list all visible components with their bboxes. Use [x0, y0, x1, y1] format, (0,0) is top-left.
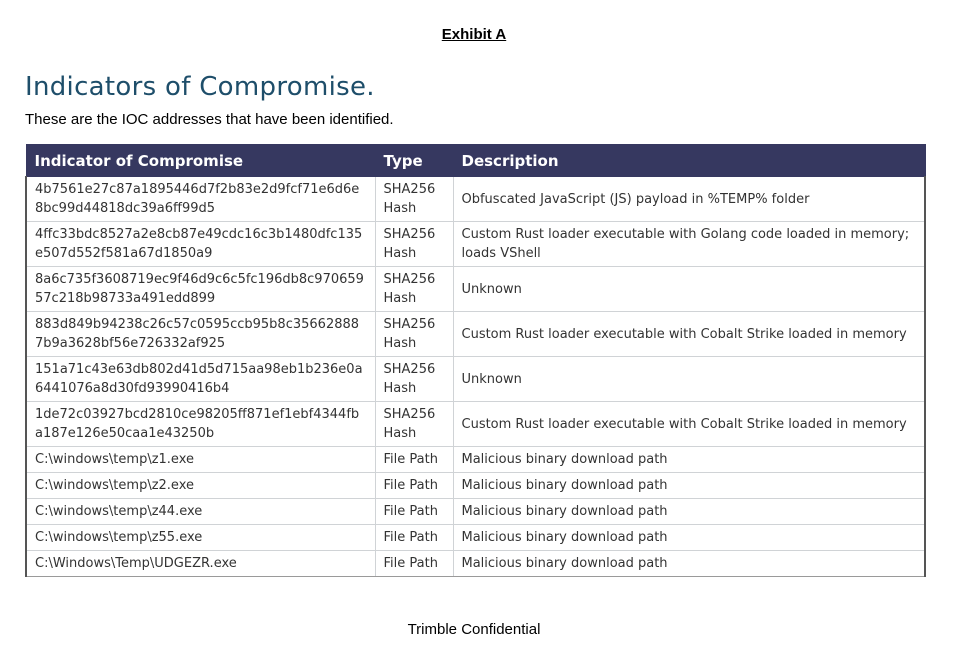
description-cell: Obfuscated JavaScript (JS) payload in %TEMP% folder: [453, 177, 925, 222]
column-header-description: Description: [453, 145, 925, 177]
indicator-cell: 883d849b94238c26c57c0595ccb95b8c356628887b9a3628bf56e726332af925: [26, 312, 375, 357]
ioc-table: [25, 144, 926, 577]
type-cell: SHA256 Hash: [375, 312, 453, 357]
type-cell: File Path: [375, 525, 453, 551]
type-cell: SHA256 Hash: [375, 357, 453, 402]
description-cell: Custom Rust loader executable with Cobalt Strike loaded in memory: [453, 402, 925, 447]
type-cell: SHA256 Hash: [375, 222, 453, 267]
type-cell: File Path: [375, 499, 453, 525]
description-cell: Malicious binary download path: [453, 525, 925, 551]
ioc-table-body: [26, 177, 925, 577]
indicator-cell: 4ffc33bdc8527a2e8cb87e49cdc16c3b1480dfc135e507d552f581a67d1850a9: [26, 222, 375, 267]
table-row: [26, 447, 925, 473]
type-cell: File Path: [375, 447, 453, 473]
table-row: [26, 525, 925, 551]
indicator-cell: 151a71c43e63db802d41d5d715aa98eb1b236e0a6441076a8d30fd93990416b4: [26, 357, 375, 402]
indicator-cell: 4b7561e27c87a1895446d7f2b83e2d9fcf71e6d6e8bc99d44818dc39a6ff99d5: [26, 177, 375, 222]
table-row: [26, 402, 925, 447]
type-cell: File Path: [375, 551, 453, 577]
description-cell: Malicious binary download path: [453, 499, 925, 525]
header-row: [26, 145, 925, 177]
description-cell: Malicious binary download path: [453, 551, 925, 577]
description-cell: Malicious binary download path: [453, 473, 925, 499]
column-header-type: Type: [375, 145, 453, 177]
indicator-cell: C:\windows\temp\z44.exe: [26, 499, 375, 525]
ioc-table-header: [26, 145, 925, 177]
indicator-cell: C:\windows\temp\z1.exe: [26, 447, 375, 473]
type-cell: SHA256 Hash: [375, 267, 453, 312]
table-row: [26, 312, 925, 357]
confidentiality-footer: Trimble Confidential: [407, 621, 541, 638]
table-row: [26, 551, 925, 577]
indicator-cell: C:\windows\temp\z55.exe: [26, 525, 375, 551]
description-cell: Custom Rust loader executable with Cobalt Strike loaded in memory: [453, 312, 925, 357]
type-cell: File Path: [375, 473, 453, 499]
description-cell: Unknown: [453, 357, 925, 402]
column-header-indicator: Indicator of Compromise: [26, 145, 375, 177]
indicator-cell: C:\Windows\Temp\UDGEZR.exe: [26, 551, 375, 577]
indicator-cell: C:\windows\temp\z2.exe: [26, 473, 375, 499]
description-cell: Custom Rust loader executable with Golang code loaded in memory; loads VShell: [453, 222, 925, 267]
table-row: [26, 473, 925, 499]
page-subtitle: These are the IOC addresses that have been identified.: [25, 111, 394, 128]
page-title: Indicators of Compromise.: [25, 72, 375, 102]
table-row: [26, 357, 925, 402]
exhibit-label: Exhibit A: [441, 26, 507, 43]
type-cell: SHA256 Hash: [375, 402, 453, 447]
table-row: [26, 222, 925, 267]
table-row: [26, 267, 925, 312]
table-row: [26, 177, 925, 222]
table-row: [26, 499, 925, 525]
indicator-cell: 8a6c735f3608719ec9f46d9c6c5fc196db8c97065957c218b98733a491edd899: [26, 267, 375, 312]
indicator-cell: 1de72c03927bcd2810ce98205ff871ef1ebf4344fba187e126e50caa1e43250b: [26, 402, 375, 447]
description-cell: Unknown: [453, 267, 925, 312]
description-cell: Malicious binary download path: [453, 447, 925, 473]
type-cell: SHA256 Hash: [375, 177, 453, 222]
